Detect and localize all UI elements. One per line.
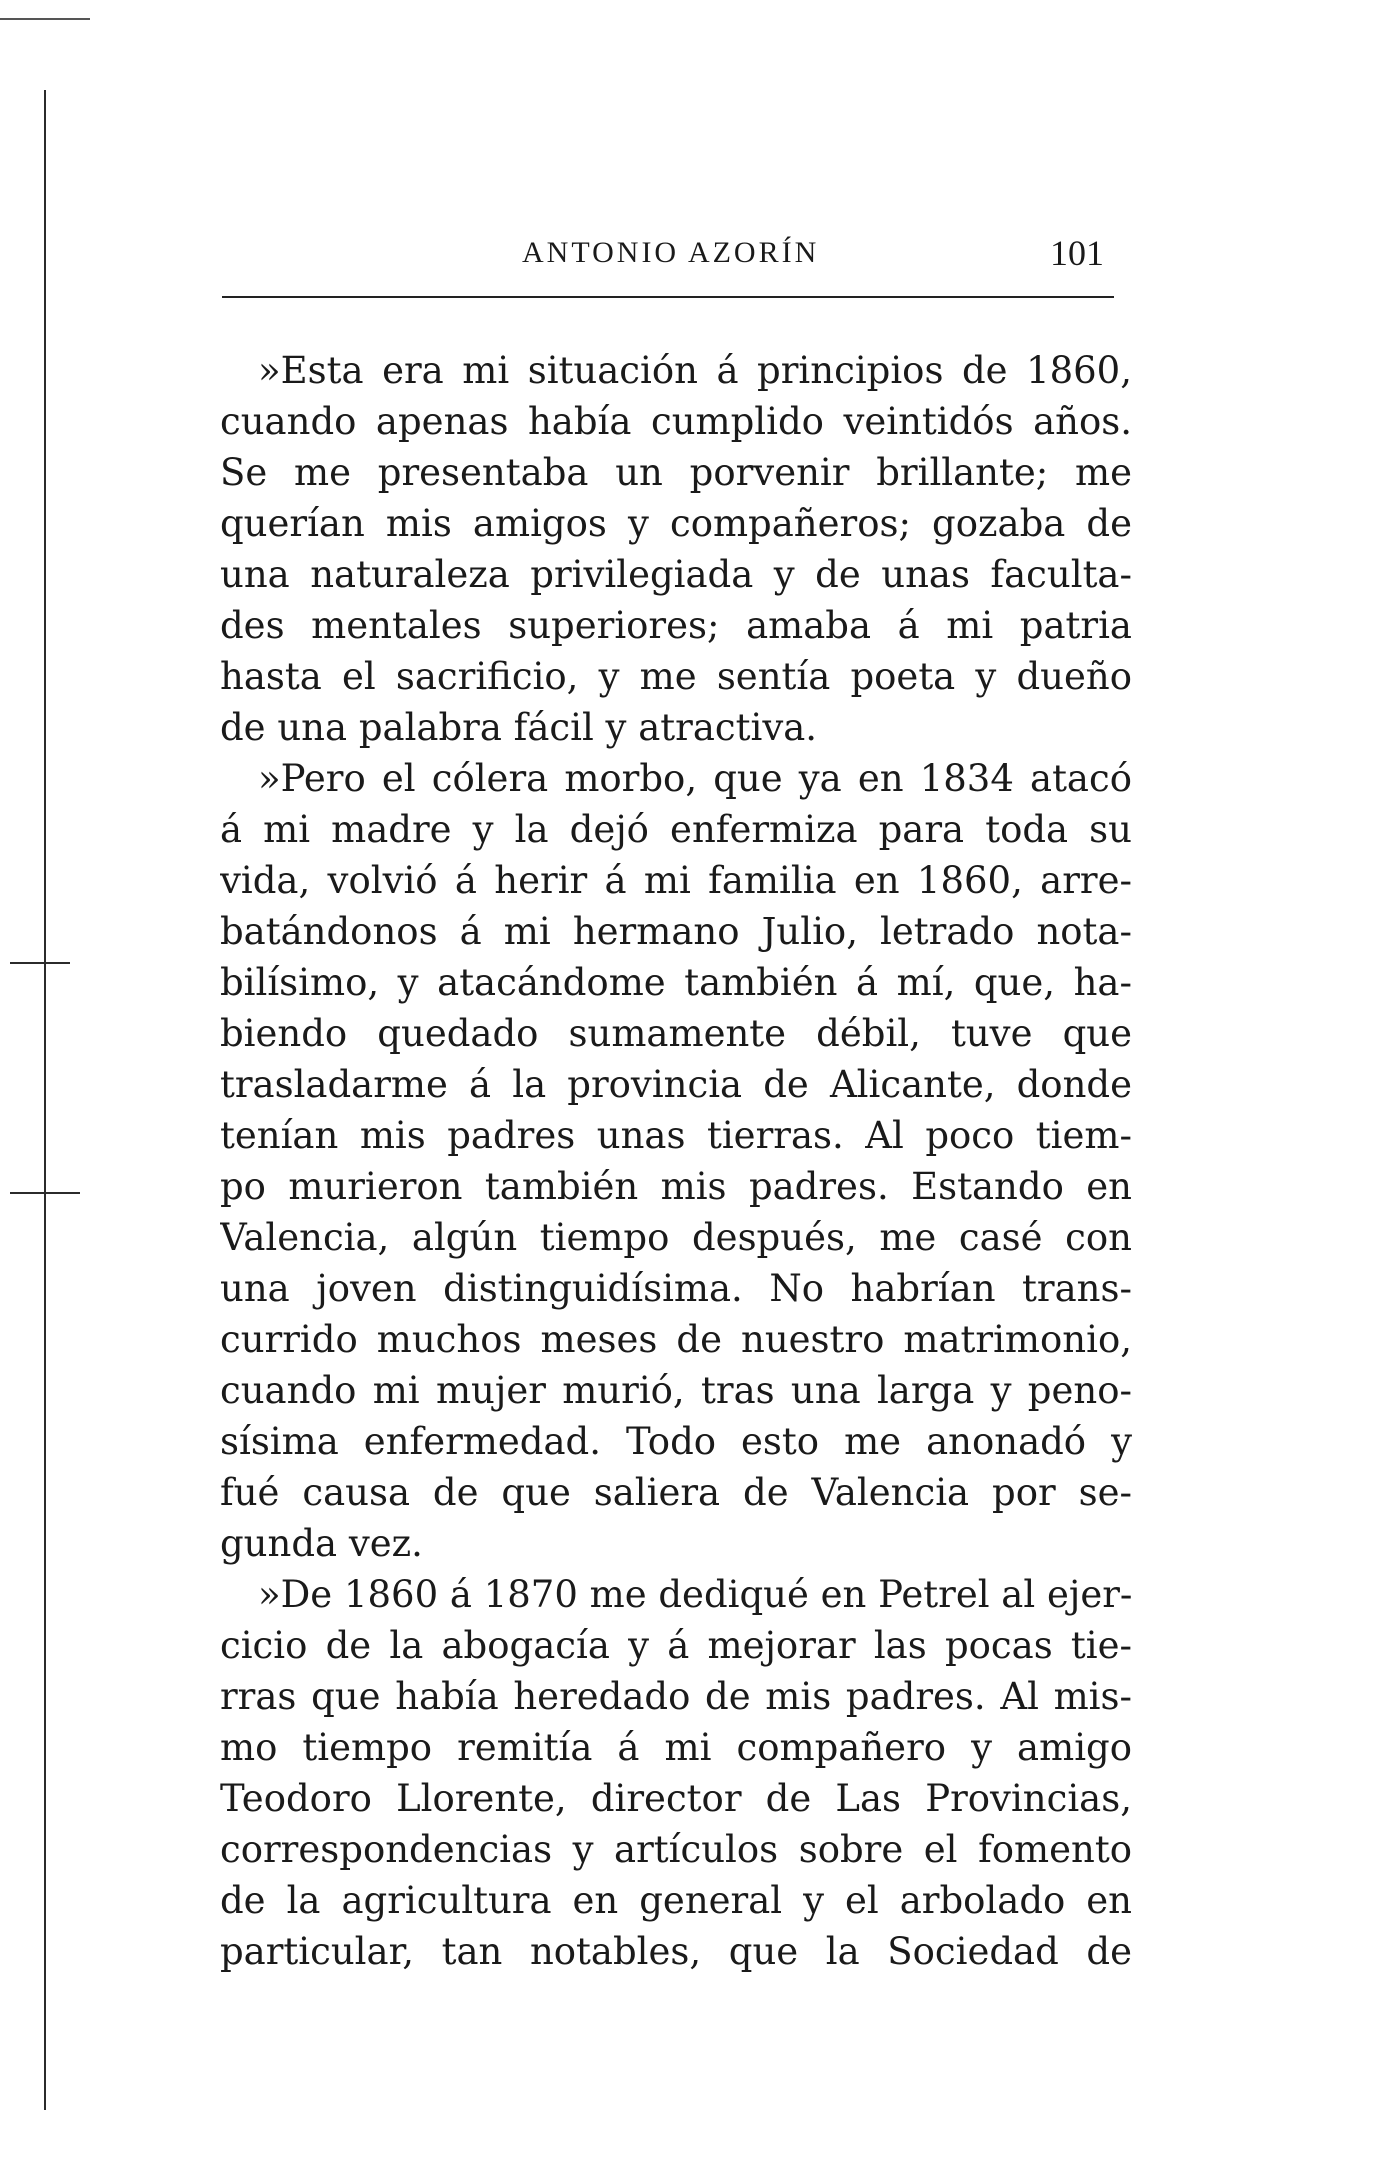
page-edge-line	[44, 90, 46, 2110]
edge-tick	[10, 1192, 80, 1194]
text-line: biendo quedado sumamente débil, tuve que	[220, 1012, 1132, 1055]
text-line: des mentales superiores; amaba á mi patria	[220, 604, 1132, 647]
text-line: »Pero el cólera morbo, que ya en 1834 atacó	[258, 757, 1132, 800]
text-line: trasladarme á la provincia de Alicante, donde	[220, 1063, 1132, 1106]
header-rule	[222, 296, 1114, 298]
text-line: Valencia, algún tiempo después, me casé con	[220, 1216, 1132, 1259]
text-line: Se me presentaba un porvenir brillante; me	[220, 451, 1132, 494]
scan-mark	[0, 18, 90, 20]
body-text	[220, 345, 1132, 1977]
text-line: Teodoro Llorente, director de Las Provincias,	[220, 1777, 1132, 1820]
text-line: currido muchos meses de nuestro matrimonio,	[220, 1318, 1132, 1361]
text-line: particular, tan notables, que la Sociedad de	[220, 1930, 1132, 1973]
text-line: po murieron también mis padres. Estando en	[220, 1165, 1132, 1208]
text-line: cuando apenas había cumplido veintidós años.	[220, 400, 1132, 443]
text-line: de la agricultura en general y el arbolado en	[220, 1879, 1132, 1922]
text-line: sísima enfermedad. Todo esto me anonadó y	[220, 1420, 1132, 1463]
text-line: querían mis amigos y compañeros; gozaba de	[220, 502, 1132, 545]
text-line: mo tiempo remitía á mi compañero y amigo	[220, 1726, 1132, 1769]
page-number: 101	[1050, 233, 1104, 273]
text-line: á mi madre y la dejó enfermiza para toda su	[220, 808, 1132, 851]
running-title: ANTONIO AZORÍN	[522, 236, 820, 269]
text-line: gunda vez.	[220, 1522, 423, 1565]
edge-tick	[10, 962, 70, 964]
text-line: de una palabra fácil y atractiva.	[220, 706, 818, 749]
text-line: fué causa de que saliera de Valencia por se-	[220, 1471, 1132, 1514]
text-line: correspondencias y artículos sobre el fomento	[220, 1828, 1132, 1871]
text-line: una joven distinguidísima. No habrían trans-	[220, 1267, 1132, 1310]
text-line: »Esta era mi situación á principios de 1860,	[258, 349, 1132, 392]
text-line: rras que había heredado de mis padres. Al mis-	[220, 1675, 1132, 1718]
page-header	[222, 233, 1112, 292]
text-line: cicio de la abogacía y á mejorar las pocas tie-	[220, 1624, 1132, 1667]
text-line: vida, volvió á herir á mi familia en 1860, arre-	[220, 859, 1132, 902]
text-line: tenían mis padres unas tierras. Al poco tiem-	[220, 1114, 1132, 1157]
text-line: cuando mi mujer murió, tras una larga y peno-	[220, 1369, 1132, 1412]
text-line: »De 1860 á 1870 me dediqué en Petrel al ejer-	[258, 1573, 1132, 1616]
text-line: bilísimo, y atacándome también á mí, que, ha-	[220, 961, 1132, 1004]
text-line: una naturaleza privilegiada y de unas faculta-	[220, 553, 1132, 596]
text-line: hasta el sacrificio, y me sentía poeta y dueño	[220, 655, 1132, 698]
text-line: batándonos á mi hermano Julio, letrado nota-	[220, 910, 1132, 953]
